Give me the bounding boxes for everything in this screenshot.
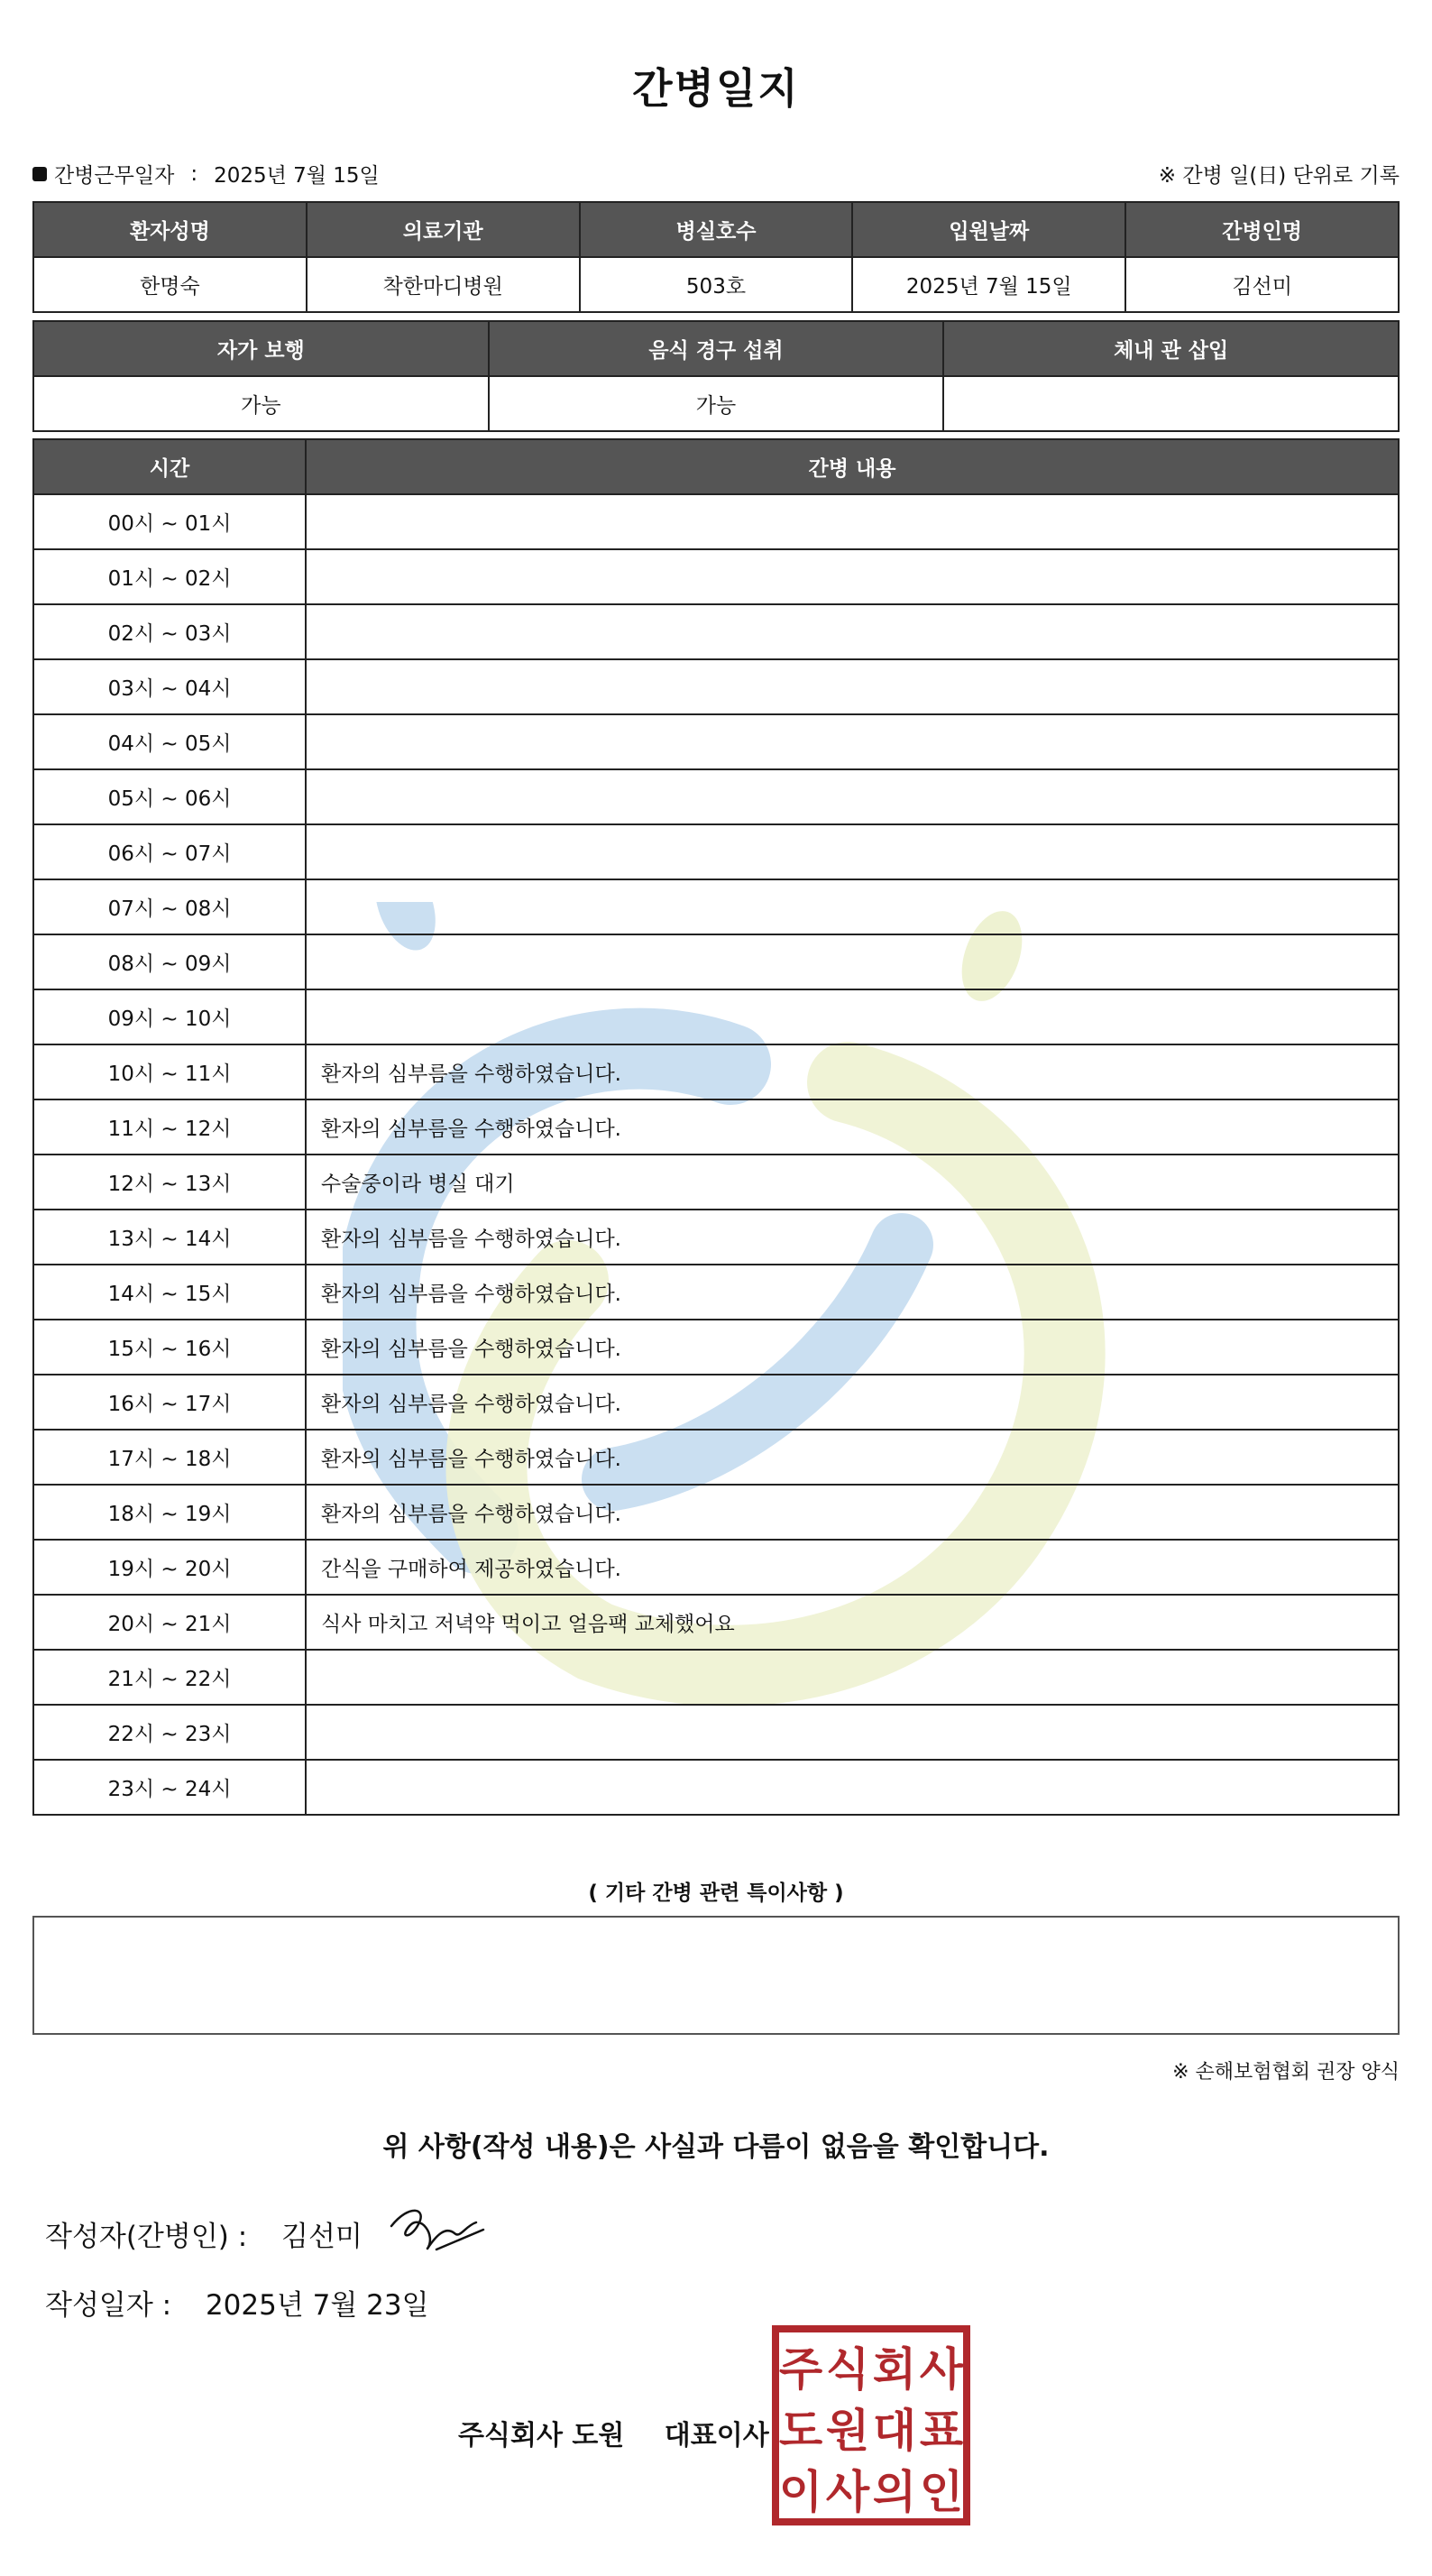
caregiver-name: 김선미 <box>1125 257 1399 312</box>
table-row <box>33 604 1399 659</box>
care-content <box>306 659 1399 714</box>
table-header-row <box>33 202 1399 257</box>
care-content <box>306 824 1399 879</box>
care-content: 환자의 심부름을 수행하였습니다. <box>306 1265 1399 1320</box>
square-bullet-icon <box>32 167 47 181</box>
time-slot: 02시 ~ 03시 <box>33 604 306 659</box>
time-slot: 18시 ~ 19시 <box>33 1485 306 1540</box>
duty-date-label: 간병근무일자 <box>54 164 175 188</box>
care-content <box>306 879 1399 934</box>
page-title: 간병일지 <box>632 64 800 113</box>
care-content: 식사 마치고 저녁약 먹이고 얼음팩 교체했어요 <box>306 1595 1399 1650</box>
seal-character: 원 <box>825 2405 870 2457</box>
time-slot: 23시 ~ 24시 <box>33 1760 306 1815</box>
hospital-name: 착한마디병원 <box>307 257 580 312</box>
writer-label: 작성자(간병인) : <box>45 2221 248 2253</box>
care-content: 환자의 심부름을 수행하였습니다. <box>306 1099 1399 1155</box>
table-row <box>33 659 1399 714</box>
table-row <box>33 494 1399 549</box>
time-slot: 08시 ~ 09시 <box>33 934 306 989</box>
table-row <box>33 1705 1399 1760</box>
association-note: ※ 손해보험협회 권장 양식 <box>1172 2061 1400 2084</box>
table-row <box>33 714 1399 769</box>
company-title: 대표이사 <box>664 2420 769 2452</box>
table-row <box>33 934 1399 989</box>
confirmation-statement: 위 사항(작성 내용)은 사실과 다름이 없음을 확인합니다. <box>382 2131 1050 2163</box>
care-content <box>306 1705 1399 1760</box>
table-row <box>33 1155 1399 1210</box>
written-date-line <box>45 2282 429 2323</box>
written-date: 2025년 7월 23일 <box>205 2289 429 2322</box>
seal-character: 사 <box>919 2343 964 2396</box>
time-slot: 13시 ~ 14시 <box>33 1210 306 1265</box>
time-slot: 03시 ~ 04시 <box>33 659 306 714</box>
time-slot: 12시 ~ 13시 <box>33 1155 306 1210</box>
table-header-row <box>33 439 1399 494</box>
seal-character: 표 <box>919 2405 964 2457</box>
care-content <box>306 769 1399 824</box>
care-log-table <box>32 438 1400 1816</box>
table-row <box>33 1320 1399 1375</box>
table-row <box>33 257 1399 312</box>
company-seal <box>772 2325 970 2525</box>
patient-name: 한명숙 <box>33 257 307 312</box>
seal-character: 대 <box>872 2405 917 2457</box>
header-room-number: 병실호수 <box>580 202 853 257</box>
table-row <box>33 549 1399 604</box>
care-content: 환자의 심부름을 수행하였습니다. <box>306 1375 1399 1430</box>
care-content: 수술중이라 병실 대기 <box>306 1155 1399 1210</box>
record-unit-note: ※ 간병 일(日) 단위로 기록 <box>1158 164 1400 188</box>
care-content <box>306 549 1399 604</box>
table-row <box>33 1375 1399 1430</box>
seal-character: 사 <box>825 2466 870 2518</box>
table-row <box>33 1650 1399 1705</box>
time-slot: 00시 ~ 01시 <box>33 494 306 549</box>
table-row <box>33 769 1399 824</box>
company-line <box>458 2413 769 2452</box>
time-slot: 01시 ~ 02시 <box>33 549 306 604</box>
self-walking-value: 가능 <box>33 376 489 431</box>
time-slot: 19시 ~ 20시 <box>33 1540 306 1595</box>
care-content: 환자의 심부름을 수행하였습니다. <box>306 1210 1399 1265</box>
admission-date: 2025년 7월 15일 <box>852 257 1125 312</box>
table-row <box>33 1044 1399 1099</box>
time-slot: 22시 ~ 23시 <box>33 1705 306 1760</box>
seal-character: 의 <box>872 2466 917 2518</box>
header-caregiver-name: 간병인명 <box>1125 202 1399 257</box>
care-content <box>306 1760 1399 1815</box>
header-hospital: 의료기관 <box>307 202 580 257</box>
care-content: 환자의 심부름을 수행하였습니다. <box>306 1485 1399 1540</box>
time-slot: 17시 ~ 18시 <box>33 1430 306 1485</box>
table-row <box>33 1099 1399 1155</box>
table-row <box>33 1760 1399 1815</box>
header-oral-intake: 음식 경구 섭취 <box>489 321 944 376</box>
header-care-content: 간병 내용 <box>306 439 1399 494</box>
care-content <box>306 934 1399 989</box>
table-row <box>33 1540 1399 1595</box>
table-row <box>33 1595 1399 1650</box>
time-slot: 20시 ~ 21시 <box>33 1595 306 1650</box>
time-slot: 15시 ~ 16시 <box>33 1320 306 1375</box>
care-content <box>306 1650 1399 1705</box>
handwritten-signature <box>382 2199 500 2262</box>
table-row <box>33 1485 1399 1540</box>
table-row <box>33 879 1399 934</box>
table-header-row <box>33 321 1399 376</box>
care-content: 환자의 심부름을 수행하였습니다. <box>306 1044 1399 1099</box>
care-content <box>306 714 1399 769</box>
patient-info-table <box>32 201 1400 313</box>
time-slot: 10시 ~ 11시 <box>33 1044 306 1099</box>
time-slot: 07시 ~ 08시 <box>33 879 306 934</box>
care-content: 간식을 구매하여 제공하였습니다. <box>306 1540 1399 1595</box>
writer-line <box>45 2213 363 2254</box>
time-slot: 05시 ~ 06시 <box>33 769 306 824</box>
table-row <box>33 824 1399 879</box>
duty-date <box>32 159 380 189</box>
oral-intake-value: 가능 <box>489 376 944 431</box>
care-content <box>306 494 1399 549</box>
notes-title: ( 기타 간병 관련 특이사항 ) <box>588 1881 844 1905</box>
table-row <box>33 1265 1399 1320</box>
care-content: 환자의 심부름을 수행하였습니다. <box>306 1320 1399 1375</box>
header-admission-date: 입원날짜 <box>852 202 1125 257</box>
seal-character: 식 <box>825 2343 870 2396</box>
seal-character: 주 <box>778 2343 823 2396</box>
time-slot: 04시 ~ 05시 <box>33 714 306 769</box>
company-name: 주식회사 도원 <box>458 2420 625 2452</box>
care-content <box>306 604 1399 659</box>
patient-status-table <box>32 320 1400 432</box>
header-self-walking: 자가 보행 <box>33 321 489 376</box>
time-slot: 14시 ~ 15시 <box>33 1265 306 1320</box>
header-time: 시간 <box>33 439 306 494</box>
writer-name: 김선미 <box>281 2221 363 2253</box>
time-slot: 09시 ~ 10시 <box>33 989 306 1044</box>
table-row <box>33 1210 1399 1265</box>
table-row <box>33 376 1399 431</box>
table-row <box>33 1430 1399 1485</box>
notes-box <box>32 1916 1400 2035</box>
seal-character: 이 <box>778 2466 823 2518</box>
care-content: 환자의 심부름을 수행하였습니다. <box>306 1430 1399 1485</box>
time-slot: 11시 ~ 12시 <box>33 1099 306 1155</box>
time-slot: 21시 ~ 22시 <box>33 1650 306 1705</box>
header-patient-name: 환자성명 <box>33 202 307 257</box>
time-slot: 06시 ~ 07시 <box>33 824 306 879</box>
written-date-label: 작성일자 : <box>45 2289 172 2322</box>
care-content <box>306 989 1399 1044</box>
seal-character: 도 <box>778 2405 823 2457</box>
seal-character: 회 <box>872 2343 917 2396</box>
table-row <box>33 989 1399 1044</box>
duty-date-value: 2025년 7월 15일 <box>214 164 380 188</box>
room-number: 503호 <box>580 257 853 312</box>
care-log-body <box>33 494 1399 1815</box>
duty-date-separator: : <box>190 161 198 186</box>
seal-character: 인 <box>919 2466 964 2518</box>
tube-insertion-value <box>943 376 1399 431</box>
time-slot: 16시 ~ 17시 <box>33 1375 306 1430</box>
header-tube-insertion: 체내 관 삽입 <box>943 321 1399 376</box>
